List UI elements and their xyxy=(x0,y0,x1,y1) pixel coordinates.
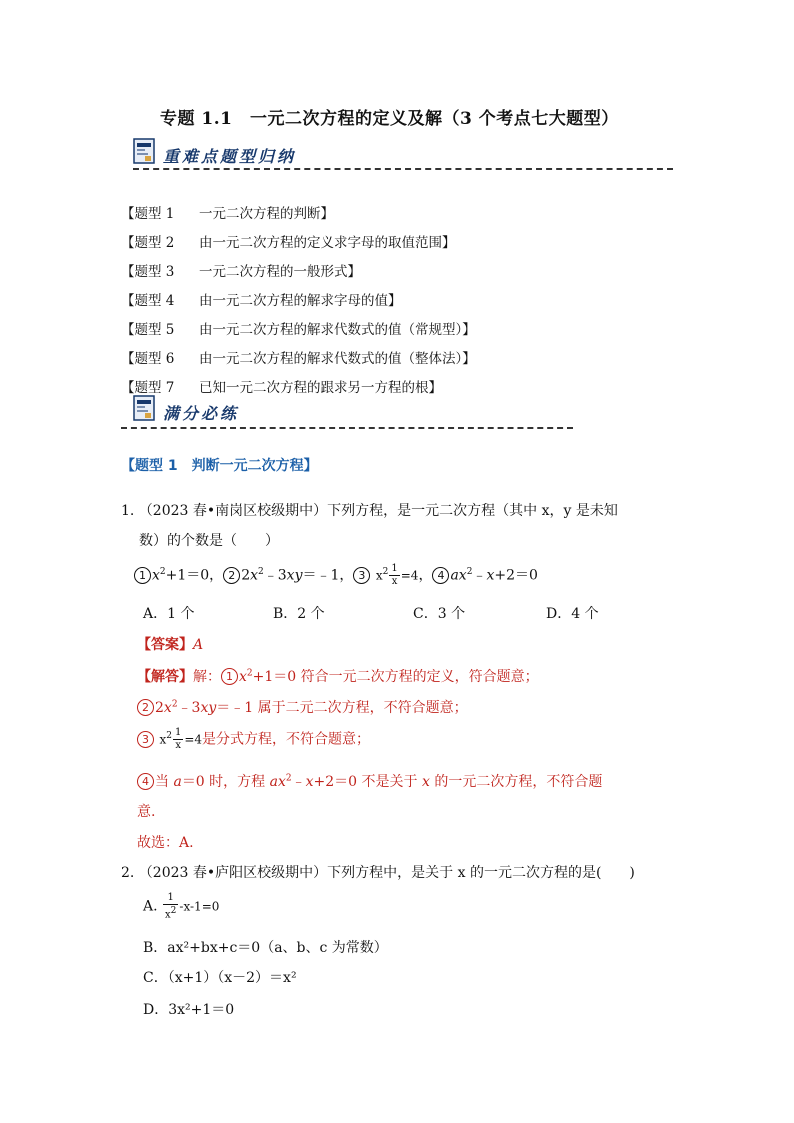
q1-analysis-line2: 2 $2x^2﹣3xy=﹣1$ 属于二元二次方程，不符合题意； xyxy=(137,697,468,717)
q1-option-d: D．4 个 xyxy=(546,606,599,622)
type-list-item: 【题型 5 由一元二次方程的解求代数式的值（常规型）】 xyxy=(121,322,476,338)
type-list-item: 【题型 3 一元二次方程的一般形式】 xyxy=(121,264,361,280)
question-type-heading: 【题型 1 判断一元二次方程】 xyxy=(121,458,318,474)
circled-3-icon: 3 xyxy=(353,567,370,584)
q1-equations: 1 $x^2+1=0$， 2 $2x^2﹣3xy=﹣1$， 3 $x^2$ $\frac{1}{x}$ =4， 4 $ax^2﹣x+2=0$ xyxy=(134,563,538,588)
q1-stem-line1: 1. （2023 春•南岗区校级期中）下列方程，是一元二次方程（其中 x，y 是未知 xyxy=(121,503,618,519)
q1-conclusion: 故选：A. xyxy=(137,835,194,851)
q1-option-a: A．1 个 xyxy=(143,606,195,622)
q1-stem-line2: 数）的个数是（ ） xyxy=(139,533,279,549)
section-banner-key-types xyxy=(133,138,673,178)
type-list xyxy=(121,200,476,403)
q1-analysis-line3: 3 $x^2$ $\frac{1}{x}$ =4是分式方程，不符合题意； xyxy=(137,727,370,752)
notebook-icon xyxy=(133,138,155,164)
q1-answer: 【答案】A xyxy=(137,637,204,653)
circled-4-icon: 4 xyxy=(432,567,449,584)
section-banner-practice xyxy=(133,395,573,435)
notebook-icon xyxy=(133,395,155,421)
section-label: 满分必练 xyxy=(163,404,240,423)
circled-1-icon: 1 xyxy=(134,567,151,584)
q2-option-b: B．ax²+bx+c＝0（a、b、c 为常数） xyxy=(143,940,388,956)
circled-2-icon: 2 xyxy=(223,567,240,584)
q2-option-d: D．3x²+1＝0 xyxy=(143,1002,235,1018)
type-list-item: 【题型 2 由一元二次方程的定义求字母的取值范围】 xyxy=(121,235,456,251)
type-list-item: 【题型 6 由一元二次方程的解求代数式的值（整体法）】 xyxy=(121,351,476,367)
section-label: 重难点题型归纳 xyxy=(163,147,297,166)
type-list-item: 【题型 4 由一元二次方程的解求字母的值】 xyxy=(121,293,402,309)
q1-analysis-line4: 4 当 a＝0 时，方程 $ax^2﹣x+2=0$ 不是关于 x 的一元二次方程，不符合题 xyxy=(137,771,602,791)
q2-option-c: C．（x+1）（x－2）＝x² xyxy=(143,970,297,986)
q1-analysis-line5: 意. xyxy=(137,804,156,820)
q1-analysis-line1: 【解答】解： 1 $x^2+1=0$ 符合一元二次方程的定义，符合题意； xyxy=(137,668,539,685)
type-list-item: 【题型 7 已知一元二次方程的跟求另一方程的根】 xyxy=(121,380,442,396)
q1-option-b: B．2 个 xyxy=(273,606,325,622)
page-title: 专题 1.1 一元二次方程的定义及解（3 个考点七大题型） xyxy=(160,109,619,129)
q1-option-c: C．3 个 xyxy=(413,606,466,622)
q2-stem: 2. （2023 春•庐阳区校级期中）下列方程中，是关于 x 的一元二次方程的是( ) xyxy=(121,865,635,881)
q2-option-a: A. $\frac{1}{x^2}$ -x-1=0 xyxy=(143,892,220,921)
type-list-item: 【题型 1 一元二次方程的判断】 xyxy=(121,206,334,222)
dashed-divider xyxy=(133,168,673,170)
dashed-divider xyxy=(121,427,573,429)
